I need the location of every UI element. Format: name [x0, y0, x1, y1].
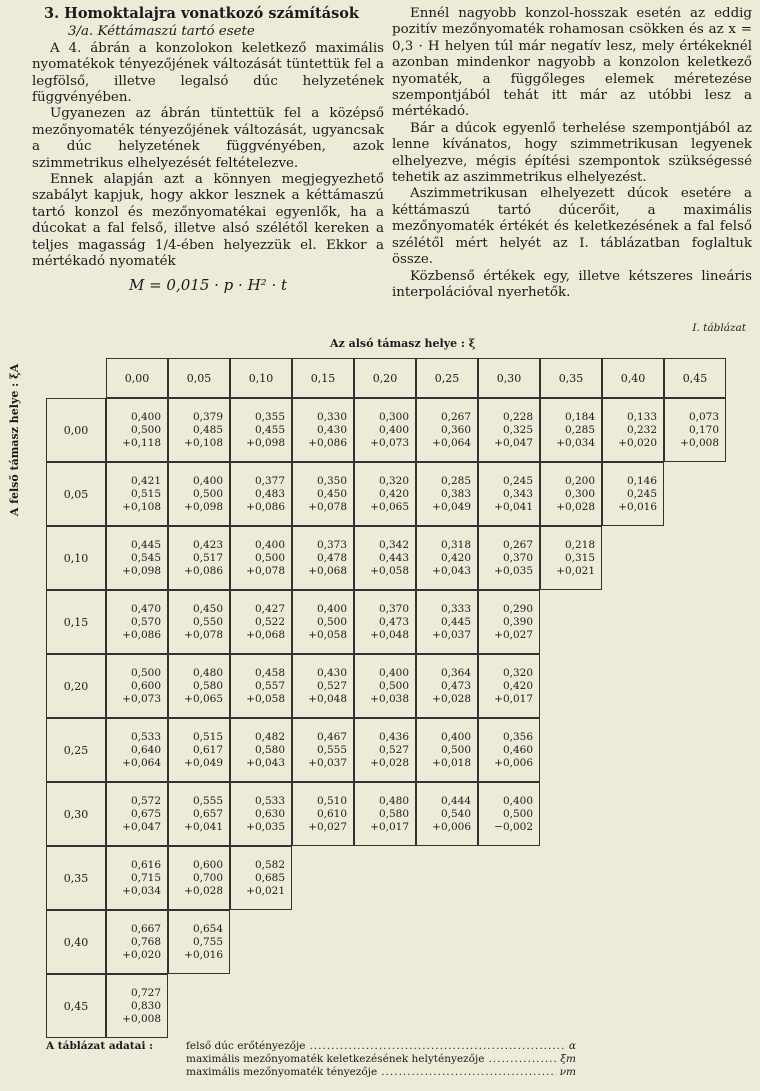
- xi-m-value: 0,460: [502, 743, 533, 756]
- paragraph: A 4. ábrán a konzolokon keletkező maximális nyomatékok tényezőjének változását tüntettük fel a legfölső, illetve legalsó dúc helyzetének függvényében.: [32, 40, 384, 106]
- table-cell: [230, 398, 292, 462]
- alpha-value: 0,285: [440, 474, 471, 487]
- right-column: [392, 6, 752, 301]
- xi-m-value: 0,570: [130, 615, 161, 628]
- xi-m-value: 0,580: [378, 807, 409, 820]
- table-cell: [478, 654, 540, 718]
- alpha-value: 0,073: [688, 410, 719, 423]
- alpha-value: 0,133: [626, 410, 657, 423]
- row-header: 0,20: [46, 654, 106, 718]
- alpha-value: 0,377: [254, 474, 285, 487]
- xi-m-value: 0,610: [316, 807, 347, 820]
- column-header: 0,10: [230, 358, 292, 398]
- table-cell: [416, 526, 478, 590]
- xi-m-value: 0,830: [130, 999, 161, 1012]
- alpha-value: 0,444: [440, 794, 471, 807]
- table-cell: [478, 782, 540, 846]
- alpha-value: 0,400: [316, 602, 347, 615]
- table-cell: [106, 654, 168, 718]
- alpha-value: 0,370: [378, 602, 409, 615]
- xi-m-value: 0,500: [316, 615, 347, 628]
- xi-m-value: 0,600: [130, 679, 161, 692]
- alpha-value: 0,423: [192, 538, 223, 551]
- xi-m-value: 0,445: [440, 615, 471, 628]
- nu-m-value: +0,118: [122, 436, 161, 449]
- legend-title: A táblázat adatai :: [46, 1040, 153, 1052]
- row-header: 0,45: [46, 974, 106, 1038]
- alpha-value: 0,267: [440, 410, 471, 423]
- xi-m-value: 0,545: [130, 551, 161, 564]
- table-cell: [478, 526, 540, 590]
- alpha-value: 0,267: [502, 538, 533, 551]
- row-header: 0,30: [46, 782, 106, 846]
- xi-m-value: 0,420: [440, 551, 471, 564]
- table-cell: [106, 846, 168, 910]
- nu-m-value: +0,098: [122, 564, 161, 577]
- nu-m-value: −0,002: [494, 820, 533, 833]
- xi-m-value: 0,483: [254, 487, 285, 500]
- nu-m-value: +0,048: [308, 692, 347, 705]
- table-cell: [354, 590, 416, 654]
- column-header: 0,05: [168, 358, 230, 398]
- legend-item: [186, 1053, 576, 1066]
- nu-m-value: +0,048: [370, 628, 409, 641]
- nu-m-value: +0,035: [494, 564, 533, 577]
- alpha-value: 0,727: [130, 986, 161, 999]
- xi-m-value: 0,473: [440, 679, 471, 692]
- nu-m-value: +0,038: [370, 692, 409, 705]
- legend-text: maximális mezőnyomaték keletkezésének helytényezője: [186, 1053, 485, 1065]
- xi-m-value: 0,300: [564, 487, 595, 500]
- table-cell: [106, 398, 168, 462]
- nu-m-value: +0,041: [494, 500, 533, 513]
- nu-m-value: +0,108: [122, 500, 161, 513]
- alpha-value: 0,400: [130, 410, 161, 423]
- nu-m-value: +0,034: [556, 436, 595, 449]
- xi-m-value: 0,500: [378, 679, 409, 692]
- xi-m-value: 0,478: [316, 551, 347, 564]
- xi-m-value: 0,517: [192, 551, 223, 564]
- xi-m-value: 0,500: [440, 743, 471, 756]
- nu-m-value: +0,078: [308, 500, 347, 513]
- table-cell: [292, 590, 354, 654]
- row-header: 0,35: [46, 846, 106, 910]
- xi-m-value: 0,522: [254, 615, 285, 628]
- leader-dots: [381, 1066, 555, 1079]
- table-cell: [292, 654, 354, 718]
- table-label: I. táblázat: [692, 322, 746, 334]
- alpha-value: 0,510: [316, 794, 347, 807]
- table-cell: [416, 718, 478, 782]
- alpha-value: 0,400: [378, 666, 409, 679]
- table-cell: [354, 462, 416, 526]
- table-cell: [416, 590, 478, 654]
- alpha-value: 0,300: [378, 410, 409, 423]
- table-cell: [106, 526, 168, 590]
- column-header: 0,45: [664, 358, 726, 398]
- paragraph: Ugyanezen az ábrán tüntettük fel a középső mezőnyomaték tényezőjének változását, ugyancsak a dúc helyzetének függvényében, azok szimmetrikus elhelyezését feltételezve.: [32, 106, 384, 171]
- table-cell: [354, 398, 416, 462]
- table-cell: [292, 462, 354, 526]
- alpha-value: 0,616: [130, 858, 161, 871]
- xi-m-value: 0,170: [688, 423, 719, 436]
- table-cell: [602, 398, 664, 462]
- nu-m-value: +0,017: [370, 820, 409, 833]
- table-cell: [168, 654, 230, 718]
- xi-m-value: 0,430: [316, 423, 347, 436]
- nu-m-value: +0,037: [308, 756, 347, 769]
- table-cell: [540, 462, 602, 526]
- table-cell: [106, 974, 168, 1038]
- alpha-value: 0,450: [192, 602, 223, 615]
- xi-m-value: 0,315: [564, 551, 595, 564]
- xi-m-value: 0,232: [626, 423, 657, 436]
- nu-m-value: +0,049: [432, 500, 471, 513]
- nu-m-value: +0,065: [370, 500, 409, 513]
- paragraph: Aszimmetrikusan elhelyezett dúcok esetére a kéttámaszú tartó dúcerőit, a maximális mezőnyomaték értékét és keletkezésének a fal felső szélétől mért helyét az I. táblázatban foglaltuk össze.: [392, 186, 752, 268]
- table-cell: [354, 654, 416, 718]
- nu-m-value: +0,086: [122, 628, 161, 641]
- xi-m-value: 0,500: [254, 551, 285, 564]
- alpha-value: 0,400: [254, 538, 285, 551]
- alpha-value: 0,515: [192, 730, 223, 743]
- xi-m-value: 0,755: [192, 935, 223, 948]
- xi-m-value: 0,473: [378, 615, 409, 628]
- table-cell: [230, 654, 292, 718]
- nu-m-value: +0,008: [680, 436, 719, 449]
- alpha-value: 0,400: [440, 730, 471, 743]
- table-cell: [230, 846, 292, 910]
- alpha-value: 0,572: [130, 794, 161, 807]
- xi-m-value: 0,555: [316, 743, 347, 756]
- xi-m-value: 0,383: [440, 487, 471, 500]
- nu-m-value: +0,028: [556, 500, 595, 513]
- nu-m-value: +0,047: [494, 436, 533, 449]
- paragraph: Közbenső értékek egy, illetve kétszeres lineáris interpolációval nyerhetők.: [392, 268, 752, 300]
- table-cell: [540, 398, 602, 462]
- table-cell: [168, 398, 230, 462]
- section-heading: 3. Homoktalajra vonatkozó számítások: [44, 5, 359, 22]
- alpha-value: 0,200: [564, 474, 595, 487]
- row-axis-title: A felső támasz helye : ξA: [8, 363, 21, 517]
- nu-m-value: +0,064: [122, 756, 161, 769]
- nu-m-value: +0,028: [432, 692, 471, 705]
- table-cell: [168, 782, 230, 846]
- alpha-value: 0,480: [378, 794, 409, 807]
- table-cell: [230, 526, 292, 590]
- nu-m-value: +0,058: [308, 628, 347, 641]
- nu-m-value: +0,065: [184, 692, 223, 705]
- alpha-value: 0,582: [254, 858, 285, 871]
- table-cell: [106, 590, 168, 654]
- table-cell: [540, 526, 602, 590]
- legend-symbol: ξm: [560, 1053, 576, 1065]
- table-cell: [416, 462, 478, 526]
- xi-m-value: 0,700: [192, 871, 223, 884]
- table-cell: [106, 462, 168, 526]
- xi-m-value: 0,420: [502, 679, 533, 692]
- alpha-value: 0,364: [440, 666, 471, 679]
- alpha-value: 0,342: [378, 538, 409, 551]
- xi-m-value: 0,527: [316, 679, 347, 692]
- nu-m-value: +0,043: [432, 564, 471, 577]
- table-cell: [230, 590, 292, 654]
- xi-m-value: 0,550: [192, 615, 223, 628]
- column-header: 0,25: [416, 358, 478, 398]
- table-cell: [602, 462, 664, 526]
- alpha-value: 0,427: [254, 602, 285, 615]
- nu-m-value: +0,034: [122, 884, 161, 897]
- table-cell: [292, 398, 354, 462]
- alpha-value: 0,533: [254, 794, 285, 807]
- nu-m-value: +0,018: [432, 756, 471, 769]
- table-cell: [416, 782, 478, 846]
- alpha-value: 0,470: [130, 602, 161, 615]
- paragraph: Bár a dúcok egyenlő terhelése szempontjából az lenne kívánatos, hogy szimmetrikusan legyenek elhelyezve, mégis építési szempontok szükségessé tehetik az aszimmetrikus elhelyezést.: [392, 120, 752, 186]
- alpha-value: 0,373: [316, 538, 347, 551]
- table-cell: [168, 590, 230, 654]
- nu-m-value: +0,037: [432, 628, 471, 641]
- xi-m-value: 0,675: [130, 807, 161, 820]
- alpha-value: 0,400: [502, 794, 533, 807]
- row-header: 0,15: [46, 590, 106, 654]
- xi-m-value: 0,640: [130, 743, 161, 756]
- legend-symbol: νm: [559, 1066, 576, 1078]
- table-cell: [106, 782, 168, 846]
- table-cell: [354, 718, 416, 782]
- alpha-value: 0,333: [440, 602, 471, 615]
- nu-m-value: +0,086: [308, 436, 347, 449]
- alpha-value: 0,482: [254, 730, 285, 743]
- nu-m-value: +0,073: [122, 692, 161, 705]
- xi-m-value: 0,485: [192, 423, 223, 436]
- alpha-value: 0,318: [440, 538, 471, 551]
- table-cell: [416, 398, 478, 462]
- legend-item: [186, 1040, 576, 1053]
- nu-m-value: +0,041: [184, 820, 223, 833]
- alpha-value: 0,218: [564, 538, 595, 551]
- alpha-value: 0,290: [502, 602, 533, 615]
- table-cell: [292, 526, 354, 590]
- legend-symbol: α: [568, 1040, 576, 1052]
- xi-m-value: 0,500: [192, 487, 223, 500]
- nu-m-value: +0,047: [122, 820, 161, 833]
- table-cell: [168, 718, 230, 782]
- table-cell: [230, 462, 292, 526]
- xi-m-value: 0,245: [626, 487, 657, 500]
- alpha-value: 0,184: [564, 410, 595, 423]
- table-cell: [168, 910, 230, 974]
- table-cell: [478, 590, 540, 654]
- column-axis-title: Az alsó támasz helye : ξ: [330, 337, 476, 350]
- alpha-value: 0,350: [316, 474, 347, 487]
- alpha-value: 0,320: [378, 474, 409, 487]
- xi-m-value: 0,515: [130, 487, 161, 500]
- alpha-value: 0,533: [130, 730, 161, 743]
- table-cell: [230, 718, 292, 782]
- nu-m-value: +0,043: [246, 756, 285, 769]
- nu-m-value: +0,086: [246, 500, 285, 513]
- nu-m-value: +0,064: [432, 436, 471, 449]
- alpha-value: 0,458: [254, 666, 285, 679]
- left-column: [32, 6, 384, 293]
- column-header: 0,30: [478, 358, 540, 398]
- paragraph: Ennek alapján azt a könnyen megjegyezhető szabályt kapjuk, hogy akkor lesznek a kéttámaszú tartó konzol és mezőnyomatékai egyenlők, ha a dúcokat a fal felső, illetve alsó szélétől kereken a teljes magasság 1/4-ében helyezzük el. Ekkor a mértékadó nyomaték: [32, 172, 384, 270]
- xi-m-value: 0,285: [564, 423, 595, 436]
- nu-m-value: +0,016: [618, 500, 657, 513]
- nu-m-value: +0,017: [494, 692, 533, 705]
- xi-m-value: 0,400: [378, 423, 409, 436]
- table-cell: [292, 782, 354, 846]
- alpha-value: 0,467: [316, 730, 347, 743]
- leader-dots: [488, 1053, 556, 1066]
- xi-m-value: 0,715: [130, 871, 161, 884]
- column-header: 0,15: [292, 358, 354, 398]
- xi-m-value: 0,343: [502, 487, 533, 500]
- table-cell: [106, 910, 168, 974]
- xi-m-value: 0,617: [192, 743, 223, 756]
- alpha-value: 0,379: [192, 410, 223, 423]
- nu-m-value: +0,108: [184, 436, 223, 449]
- column-header: 0,35: [540, 358, 602, 398]
- alpha-value: 0,245: [502, 474, 533, 487]
- xi-m-value: 0,540: [440, 807, 471, 820]
- table-cell: [354, 782, 416, 846]
- xi-m-value: 0,443: [378, 551, 409, 564]
- row-header: 0,10: [46, 526, 106, 590]
- nu-m-value: +0,027: [308, 820, 347, 833]
- subsection-heading: 3/a. Kéttámaszú tartó esete: [68, 24, 255, 40]
- nu-m-value: +0,020: [618, 436, 657, 449]
- xi-m-value: 0,390: [502, 615, 533, 628]
- table-cell: [664, 398, 726, 462]
- column-header: 0,40: [602, 358, 664, 398]
- nu-m-value: +0,058: [246, 692, 285, 705]
- alpha-value: 0,480: [192, 666, 223, 679]
- nu-m-value: +0,035: [246, 820, 285, 833]
- nu-m-value: +0,049: [184, 756, 223, 769]
- alpha-value: 0,400: [192, 474, 223, 487]
- alpha-value: 0,436: [378, 730, 409, 743]
- xi-m-value: 0,500: [130, 423, 161, 436]
- table-cell: [168, 462, 230, 526]
- moment-formula: M = 0,015 · p · H² · t: [128, 275, 288, 294]
- legend-item: [186, 1066, 576, 1079]
- alpha-value: 0,330: [316, 410, 347, 423]
- table-cell: [292, 718, 354, 782]
- alpha-value: 0,667: [130, 922, 161, 935]
- alpha-value: 0,445: [130, 538, 161, 551]
- alpha-value: 0,146: [626, 474, 657, 487]
- nu-m-value: +0,086: [184, 564, 223, 577]
- alpha-value: 0,600: [192, 858, 223, 871]
- nu-m-value: +0,068: [246, 628, 285, 641]
- nu-m-value: +0,068: [308, 564, 347, 577]
- nu-m-value: +0,021: [246, 884, 285, 897]
- table-cell: [230, 782, 292, 846]
- nu-m-value: +0,006: [432, 820, 471, 833]
- xi-m-value: 0,370: [502, 551, 533, 564]
- xi-m-value: 0,360: [440, 423, 471, 436]
- row-header: 0,00: [46, 398, 106, 462]
- xi-m-value: 0,657: [192, 807, 223, 820]
- xi-m-value: 0,768: [130, 935, 161, 948]
- xi-m-value: 0,557: [254, 679, 285, 692]
- xi-m-value: 0,500: [502, 807, 533, 820]
- table-cell: [168, 846, 230, 910]
- table-cell: [478, 718, 540, 782]
- nu-m-value: +0,020: [122, 948, 161, 961]
- legend-text: felső dúc erőtényezője: [186, 1040, 306, 1052]
- nu-m-value: +0,027: [494, 628, 533, 641]
- xi-m-value: 0,580: [192, 679, 223, 692]
- nu-m-value: +0,028: [184, 884, 223, 897]
- nu-m-value: +0,078: [184, 628, 223, 641]
- xi-m-value: 0,630: [254, 807, 285, 820]
- xi-m-value: 0,420: [378, 487, 409, 500]
- column-header: 0,00: [106, 358, 168, 398]
- alpha-value: 0,654: [192, 922, 223, 935]
- xi-m-value: 0,325: [502, 423, 533, 436]
- alpha-value: 0,430: [316, 666, 347, 679]
- nu-m-value: +0,078: [246, 564, 285, 577]
- table-cell: [478, 462, 540, 526]
- nu-m-value: +0,008: [122, 1012, 161, 1025]
- paragraph: Ennél nagyobb konzol-hosszak esetén az eddig pozitív mezőnyomaték rohamosan csökken és az x = 0,3 · H helyen túl már negatív lesz, mely értékeknél azonban mindenkor nagyobb a konzolon keletkező nyomaték, a függőleges elemek méretezése szempontjából tehát itt már az utóbbi lesz a mértékadó.: [392, 6, 752, 120]
- nu-m-value: +0,058: [370, 564, 409, 577]
- row-header: 0,25: [46, 718, 106, 782]
- nu-m-value: +0,098: [246, 436, 285, 449]
- alpha-value: 0,355: [254, 410, 285, 423]
- nu-m-value: +0,006: [494, 756, 533, 769]
- alpha-value: 0,228: [502, 410, 533, 423]
- leader-dots: [309, 1040, 564, 1053]
- legend-text: maximális mezőnyomaték tényezője: [186, 1066, 378, 1078]
- nu-m-value: +0,098: [184, 500, 223, 513]
- table-cell: [168, 526, 230, 590]
- alpha-value: 0,356: [502, 730, 533, 743]
- xi-m-value: 0,527: [378, 743, 409, 756]
- xi-m-value: 0,455: [254, 423, 285, 436]
- nu-m-value: +0,021: [556, 564, 595, 577]
- table-cell: [416, 654, 478, 718]
- xi-m-value: 0,580: [254, 743, 285, 756]
- row-header: 0,05: [46, 462, 106, 526]
- legend-list: [186, 1040, 576, 1079]
- xi-m-value: 0,685: [254, 871, 285, 884]
- alpha-value: 0,421: [130, 474, 161, 487]
- row-header: 0,40: [46, 910, 106, 974]
- table-cell: [478, 398, 540, 462]
- xi-m-value: 0,450: [316, 487, 347, 500]
- alpha-value: 0,500: [130, 666, 161, 679]
- nu-m-value: +0,016: [184, 948, 223, 961]
- alpha-value: 0,320: [502, 666, 533, 679]
- column-header: 0,20: [354, 358, 416, 398]
- table-cell: [354, 526, 416, 590]
- nu-m-value: +0,073: [370, 436, 409, 449]
- nu-m-value: +0,028: [370, 756, 409, 769]
- alpha-value: 0,555: [192, 794, 223, 807]
- table-cell: [106, 718, 168, 782]
